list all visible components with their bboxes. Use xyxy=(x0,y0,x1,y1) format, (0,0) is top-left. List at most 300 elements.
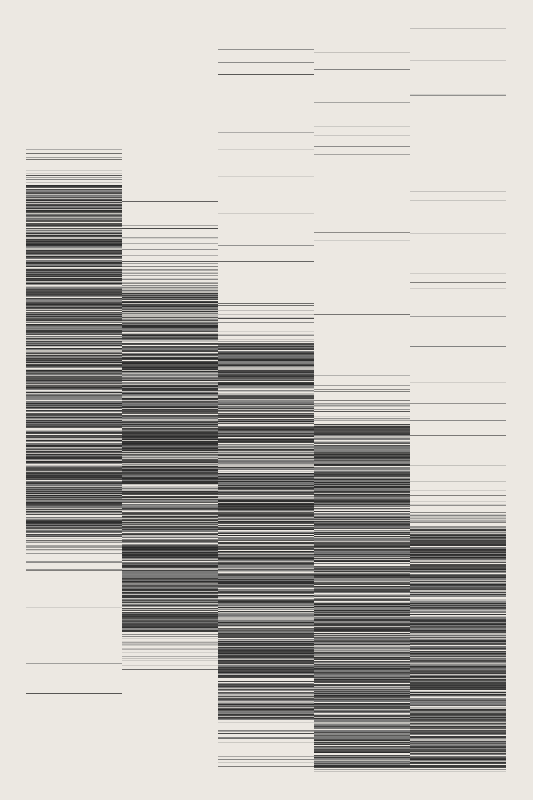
scanline xyxy=(122,642,218,643)
scanline xyxy=(122,269,218,270)
scanline xyxy=(122,527,218,528)
scanline xyxy=(122,593,218,594)
scanline xyxy=(410,543,506,544)
scanline xyxy=(314,721,410,722)
scanline xyxy=(26,530,122,531)
scanline xyxy=(26,206,122,207)
scanline xyxy=(218,444,314,445)
scanline xyxy=(410,420,506,421)
scanline xyxy=(314,389,410,390)
scanline xyxy=(26,284,122,285)
scanline xyxy=(122,583,218,584)
scanline xyxy=(218,556,314,557)
scanline xyxy=(122,557,218,558)
scanline xyxy=(314,637,410,638)
scanline xyxy=(122,482,218,483)
scanline xyxy=(314,453,410,454)
scanline xyxy=(218,497,314,498)
scanline xyxy=(314,530,410,531)
scanline xyxy=(314,471,410,472)
scanline xyxy=(314,687,410,688)
scanline xyxy=(122,465,218,466)
scanline xyxy=(314,618,410,619)
scanline xyxy=(26,346,122,347)
scanline xyxy=(122,298,218,299)
scanline xyxy=(26,540,122,541)
scanline xyxy=(314,608,410,609)
scanline xyxy=(26,149,122,150)
scanline xyxy=(314,671,410,672)
scanline xyxy=(122,453,218,454)
scanline xyxy=(122,408,218,409)
scanline xyxy=(218,657,314,658)
scanline xyxy=(410,685,506,686)
scanline xyxy=(122,394,218,395)
scanline xyxy=(410,519,506,520)
scanline xyxy=(410,505,506,506)
scanline xyxy=(218,693,314,694)
scanline xyxy=(218,355,314,356)
scanline xyxy=(218,551,314,552)
scanline xyxy=(218,305,314,306)
scanline xyxy=(26,534,122,535)
scanline xyxy=(314,652,410,653)
scanline xyxy=(122,263,218,264)
scanline xyxy=(26,417,122,418)
scanline xyxy=(122,591,218,592)
scanline xyxy=(26,179,122,180)
scanline xyxy=(218,654,314,655)
scanline xyxy=(410,695,506,696)
scanline xyxy=(218,582,314,583)
scanline xyxy=(26,268,122,269)
scanline xyxy=(26,218,122,219)
scanline xyxy=(26,423,122,424)
scanline xyxy=(410,721,506,722)
scanline xyxy=(410,734,506,735)
scanline xyxy=(410,530,506,531)
scanline xyxy=(122,432,218,433)
scanline xyxy=(218,404,314,405)
scanline xyxy=(410,743,506,744)
scanline xyxy=(410,719,506,720)
scanline xyxy=(26,248,122,249)
scanline xyxy=(314,437,410,438)
scanline xyxy=(218,621,314,622)
scanline xyxy=(122,450,218,451)
scanline xyxy=(314,638,410,639)
scanline xyxy=(26,220,122,221)
scanline xyxy=(314,493,410,494)
scanline xyxy=(26,216,122,217)
scanline xyxy=(314,636,410,637)
scanline xyxy=(26,370,122,371)
scanline xyxy=(26,422,122,423)
scanline xyxy=(218,655,314,656)
scanline xyxy=(314,752,410,753)
scanline xyxy=(314,553,410,554)
scanline xyxy=(26,238,122,239)
scanline xyxy=(26,401,122,402)
scanline xyxy=(314,599,410,600)
scanline xyxy=(314,703,410,704)
scanline xyxy=(410,539,506,540)
scanline xyxy=(410,623,506,624)
scanline xyxy=(410,601,506,602)
scanline xyxy=(218,697,314,698)
scanline xyxy=(218,568,314,569)
scanline xyxy=(314,551,410,552)
scanline xyxy=(410,710,506,711)
scanline xyxy=(26,444,122,445)
scanline xyxy=(218,662,314,663)
scanline xyxy=(410,574,506,575)
scanline xyxy=(218,635,314,636)
scanline xyxy=(218,561,314,562)
scanline xyxy=(314,485,410,486)
scanline xyxy=(122,297,218,298)
scanline xyxy=(410,607,506,608)
scanline xyxy=(26,228,122,229)
scanline xyxy=(218,532,314,533)
scanline xyxy=(122,552,218,553)
scanline xyxy=(218,553,314,554)
scanline xyxy=(122,411,218,412)
scanline xyxy=(26,460,122,461)
scanline xyxy=(122,620,218,621)
scanline xyxy=(26,503,122,504)
scanline xyxy=(410,588,506,589)
scanline xyxy=(218,352,314,353)
scanline xyxy=(410,590,506,591)
scanline xyxy=(218,715,314,716)
scanline xyxy=(122,238,218,239)
scanline xyxy=(26,469,122,470)
scanline xyxy=(410,639,506,640)
scanline xyxy=(218,613,314,614)
scanline xyxy=(314,642,410,643)
scanline xyxy=(218,492,314,493)
scanline xyxy=(314,584,410,585)
scanline xyxy=(314,607,410,608)
scanline xyxy=(26,353,122,354)
scanline xyxy=(410,28,506,29)
scanline xyxy=(410,767,506,768)
scanline xyxy=(122,430,218,431)
scanline xyxy=(410,593,506,594)
scanline xyxy=(314,416,410,417)
scanline xyxy=(122,415,218,416)
scanline xyxy=(218,468,314,469)
scanline xyxy=(218,545,314,546)
scanline xyxy=(218,400,314,401)
scanline xyxy=(122,273,218,274)
scanline xyxy=(218,423,314,424)
scanline xyxy=(26,355,122,356)
scanline xyxy=(122,481,218,482)
scanline xyxy=(314,508,410,509)
scanline xyxy=(26,521,122,522)
scanline xyxy=(410,533,506,534)
scanline xyxy=(26,393,122,394)
scanline xyxy=(218,386,314,387)
scanline xyxy=(122,489,218,490)
scanline xyxy=(410,740,506,741)
scanline xyxy=(314,675,410,676)
scanline xyxy=(26,425,122,426)
scanline xyxy=(26,435,122,436)
scanline xyxy=(122,272,218,273)
scanline xyxy=(314,718,410,719)
scanline xyxy=(26,499,122,500)
scanline xyxy=(314,692,410,693)
scanline xyxy=(218,611,314,612)
scanline xyxy=(122,225,218,226)
scanline xyxy=(410,625,506,626)
scanline xyxy=(314,762,410,763)
scanline xyxy=(218,584,314,585)
scanline xyxy=(122,530,218,531)
scanline xyxy=(122,344,218,345)
scanline xyxy=(314,639,410,640)
scanline xyxy=(314,536,410,537)
scanline xyxy=(122,423,218,424)
scanline xyxy=(314,659,410,660)
scanline xyxy=(218,481,314,482)
scanline xyxy=(26,542,122,543)
scanline xyxy=(410,591,506,592)
scanline xyxy=(218,661,314,662)
scanline xyxy=(26,332,122,333)
scanline xyxy=(122,350,218,351)
scanline xyxy=(218,605,314,606)
scanline xyxy=(410,653,506,654)
scanline xyxy=(26,473,122,474)
scanline xyxy=(410,757,506,758)
scanline xyxy=(410,673,506,674)
scanline xyxy=(218,371,314,372)
scanline xyxy=(410,727,506,728)
scanline xyxy=(314,558,410,559)
scanline xyxy=(218,452,314,453)
scanline xyxy=(218,491,314,492)
scanline xyxy=(218,499,314,500)
scanline xyxy=(314,506,410,507)
scanline xyxy=(122,533,218,534)
scanline xyxy=(218,405,314,406)
scanline xyxy=(218,706,314,707)
scanline xyxy=(218,593,314,594)
scanline xyxy=(26,246,122,247)
scanline xyxy=(218,642,314,643)
scanline xyxy=(410,698,506,699)
scanline xyxy=(26,420,122,421)
scanline xyxy=(218,583,314,584)
scanline xyxy=(314,674,410,675)
scanline xyxy=(410,701,506,702)
scanline xyxy=(26,224,122,225)
scanline xyxy=(314,681,410,682)
scanline xyxy=(218,428,314,429)
scanline xyxy=(410,621,506,622)
scanline xyxy=(26,312,122,313)
scanline xyxy=(26,528,122,529)
scanline xyxy=(218,385,314,386)
scanline xyxy=(26,359,122,360)
scanline xyxy=(314,664,410,665)
scanline xyxy=(122,469,218,470)
scanline xyxy=(26,304,122,305)
scanline xyxy=(410,731,506,732)
scanline xyxy=(122,340,218,341)
scanline xyxy=(26,440,122,441)
scanline xyxy=(122,455,218,456)
scanline xyxy=(410,512,506,513)
scanline xyxy=(122,541,218,542)
scanline xyxy=(26,513,122,514)
scanline xyxy=(218,479,314,480)
scanline xyxy=(122,500,218,501)
scanline xyxy=(410,585,506,586)
scanline xyxy=(26,322,122,323)
scanline xyxy=(218,395,314,396)
scanline xyxy=(26,378,122,379)
scanline xyxy=(218,440,314,441)
scanline xyxy=(314,424,410,425)
scanline xyxy=(410,550,506,551)
scanline xyxy=(218,623,314,624)
scanline xyxy=(218,503,314,504)
scanline xyxy=(218,434,314,435)
scanline xyxy=(410,517,506,518)
scanline xyxy=(314,426,410,427)
scanline xyxy=(410,751,506,752)
scanline xyxy=(314,430,410,431)
scanline xyxy=(26,607,122,608)
scanline xyxy=(314,498,410,499)
scanline xyxy=(26,489,122,490)
scanline xyxy=(122,608,218,609)
scanline xyxy=(26,376,122,377)
scanline xyxy=(122,333,218,334)
scanline xyxy=(410,579,506,580)
scanline xyxy=(314,592,410,593)
scanline xyxy=(122,309,218,310)
scanline xyxy=(314,767,410,768)
scanline xyxy=(410,599,506,600)
scanline xyxy=(122,626,218,627)
scanline xyxy=(26,338,122,339)
scanline xyxy=(122,589,218,590)
scanline xyxy=(122,291,218,292)
scanline xyxy=(314,630,410,631)
scanline xyxy=(314,523,410,524)
scanline xyxy=(26,293,122,294)
scanline xyxy=(26,396,122,397)
scanline xyxy=(410,736,506,737)
scanline xyxy=(218,688,314,689)
scanline xyxy=(218,464,314,465)
scanline xyxy=(218,546,314,547)
scanline xyxy=(122,483,218,484)
scanline xyxy=(26,474,122,475)
scanline xyxy=(26,408,122,409)
scanline xyxy=(122,364,218,365)
scanline xyxy=(26,201,122,202)
scanline xyxy=(218,466,314,467)
scanline xyxy=(218,557,314,558)
scanline xyxy=(26,405,122,406)
scanline xyxy=(26,305,122,306)
scanline xyxy=(122,468,218,469)
scanline xyxy=(122,445,218,446)
scanline xyxy=(26,192,122,193)
scanline xyxy=(218,364,314,365)
scanline xyxy=(314,465,410,466)
scanline xyxy=(314,686,410,687)
scanline xyxy=(218,578,314,579)
scanline xyxy=(410,648,506,649)
scanline xyxy=(410,754,506,755)
scanline xyxy=(122,365,218,366)
scanline xyxy=(26,387,122,388)
scanline xyxy=(218,542,314,543)
scanline xyxy=(410,481,506,482)
scanline xyxy=(218,644,314,645)
scanline xyxy=(122,523,218,524)
scanline xyxy=(314,769,410,770)
scanline xyxy=(218,346,314,347)
scanline xyxy=(314,669,410,670)
scanline xyxy=(314,391,410,392)
scanline xyxy=(218,379,314,380)
scanline xyxy=(218,393,314,394)
scanline xyxy=(26,432,122,433)
scanline xyxy=(26,482,122,483)
scanline xyxy=(410,771,506,772)
scanline xyxy=(218,213,314,214)
scanline xyxy=(410,631,506,632)
scanline xyxy=(26,421,122,422)
scanline xyxy=(218,349,314,350)
scanline xyxy=(122,386,218,387)
scanline xyxy=(410,667,506,668)
scanline xyxy=(218,397,314,398)
scanline xyxy=(122,471,218,472)
scanline xyxy=(26,339,122,340)
scanline xyxy=(26,226,122,227)
scanline xyxy=(122,497,218,498)
scanline xyxy=(410,575,506,576)
scanline xyxy=(314,650,410,651)
scanline xyxy=(218,595,314,596)
scanline xyxy=(26,185,122,186)
scanline xyxy=(314,640,410,641)
scanline xyxy=(122,641,218,642)
scanline xyxy=(314,688,410,689)
scanline xyxy=(122,371,218,372)
scanline xyxy=(26,384,122,385)
scanline xyxy=(410,552,506,553)
scanline xyxy=(314,425,410,426)
scanline xyxy=(314,661,410,662)
scanline xyxy=(218,722,314,723)
scanline xyxy=(122,599,218,600)
scanline xyxy=(122,555,218,556)
scanline xyxy=(122,519,218,520)
scanline xyxy=(26,476,122,477)
scanline xyxy=(218,415,314,416)
